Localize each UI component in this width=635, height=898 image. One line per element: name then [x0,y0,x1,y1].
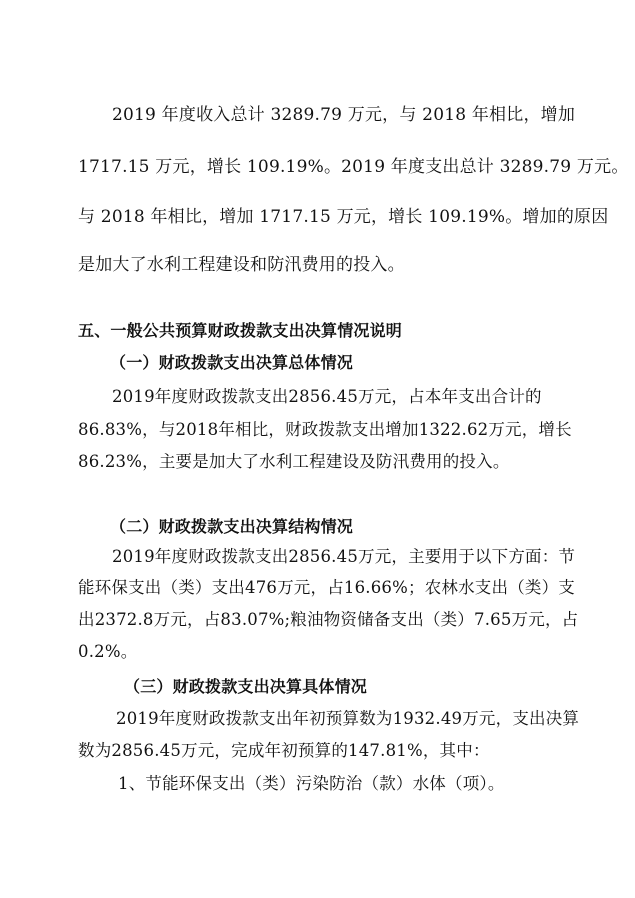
intro-line-1: 2019 年度收入总计 3289.79 万元，与 2018 年相比，增加 [112,105,576,125]
intro-line-3: 与 2018 年相比，增加 1717.15 万元，增长 109.19%。增加的原因 [78,207,609,227]
sub1-line-3: 86.23%，主要是加大了水利工程建设及防汛费用的投入。 [78,452,510,471]
sub2-line-2: 能环保支出（类）支出476万元，占16.66%；农林水支出（类）支 [78,578,576,597]
sub2-line-4: 0.2%。 [78,642,138,661]
sub3-title: （三）财政拨款支出决算具体情况 [124,677,368,696]
sub3-line-2: 数为2856.45万元，完成年初预算的147.81%，其中： [78,741,490,760]
intro-line-4: 是加大了水利工程建设和防汛费用的投入。 [78,255,405,275]
sub1-title: （一）财政拨款支出决算总体情况 [110,353,354,372]
sub2-line-1: 2019年度财政拨款支出2856.45万元，主要用于以下方面：节 [112,547,576,566]
sub1-line-1: 2019年度财政拨款支出2856.45万元，占本年支出合计的 [112,387,542,406]
sub1-line-2: 86.83%，与2018年相比，财政拨款支出增加1322.62万元，增长 [78,420,572,439]
sub3-line-1: 2019年度财政拨款支出年初预算数为1932.49万元，支出决算 [116,709,580,728]
section-five-title: 五、一般公共预算财政拨款支出决算情况说明 [78,321,403,340]
sub2-title: （二）财政拨款支出决算结构情况 [110,517,354,536]
intro-line-2: 1717.15 万元，增长 109.19%。2019 年度支出总计 3289.79 万元。 [78,157,629,177]
sub2-line-3: 出2372.8万元，占83.07%;粮油物资储备支出（类）7.65万元，占 [78,610,579,629]
sub3-line-3: 1、节能环保支出（类）污染防治（款）水体（项）。 [118,774,505,793]
